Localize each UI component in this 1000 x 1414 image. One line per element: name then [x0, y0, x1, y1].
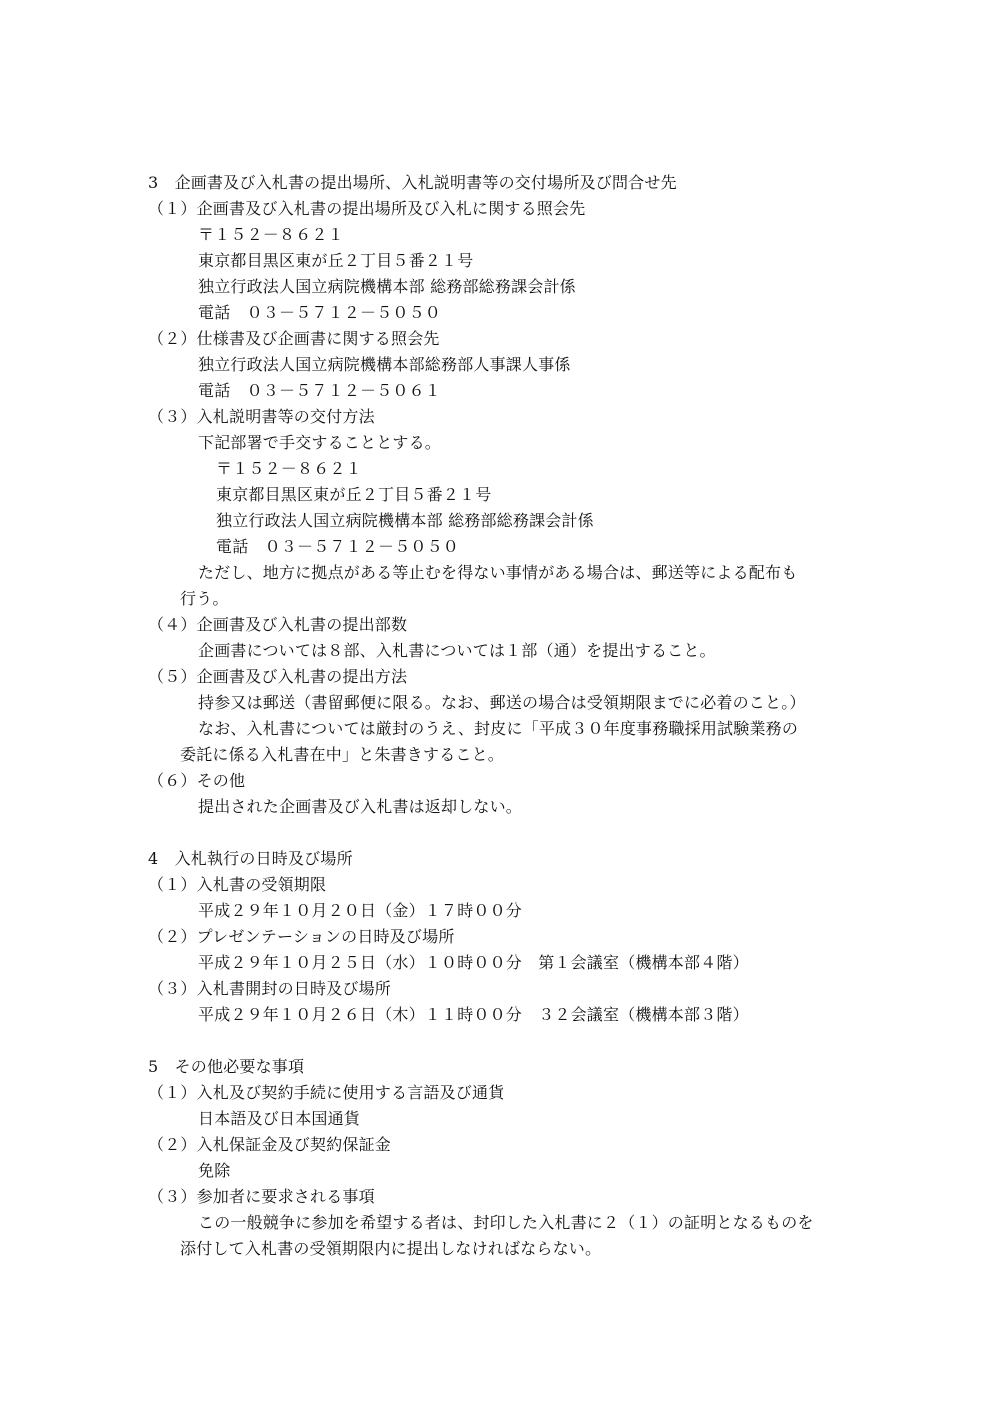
item-title: （４）企画書及び入札書の提出部数 — [148, 615, 408, 634]
datetime-text: 平成２９年１０月２０日（金）１７時００分 — [198, 901, 523, 920]
item-title: （５）企画書及び入札書の提出方法 — [148, 667, 408, 686]
body-text: 提出された企画書及び入札書は返却しない。 — [198, 797, 523, 816]
address: 東京都目黒区東が丘２丁目５番２１号 — [198, 251, 474, 270]
item-title: （３）入札書開封の日時及び場所 — [148, 979, 392, 998]
spacer — [0, 1028, 1000, 1054]
body-text-continuation: 委託に係る入札書在中」と朱書きすること。 — [180, 745, 505, 764]
body-text: 持参又は郵送（書留郵便に限る。なお、郵送の場合は受領期限までに必着のこと。） — [198, 693, 806, 712]
phone: 電話 ０３－５７１２－５０６１ — [198, 381, 442, 400]
item-title: （２）仕様書及び企画書に関する照会先 — [148, 329, 440, 348]
section-heading: 3 企画書及び入札書の提出場所、入札説明書等の交付場所及び問合せ先 — [148, 173, 677, 192]
section-heading: 5 その他必要な事項 — [148, 1057, 305, 1076]
datetime-text: 平成２９年１０月２５日（水）１０時００分 第１会議室（機構本部４階） — [198, 953, 749, 972]
body-text-continuation: 添付して入札書の受領期限内に提出しなければならない。 — [180, 1239, 602, 1258]
item-title: （２）プレゼンテーションの日時及び場所 — [148, 927, 455, 946]
body-text: ただし、地方に拠点がある等止むを得ない事情がある場合は、郵送等による配布も — [198, 563, 798, 582]
body-text: 日本語及び日本国通貨 — [198, 1109, 361, 1128]
body-text-continuation: 行う。 — [180, 589, 229, 608]
body-text: なお、入札書については厳封のうえ、封皮に「平成３０年度事務職採用試験業務の — [198, 719, 799, 738]
document-body — [0, 170, 1000, 1262]
phone: 電話 ０３－５７１２－５０５０ — [216, 537, 460, 556]
datetime-text: 平成２９年１０月２６日（木）１１時００分 ３２会議室（機構本部３階） — [198, 1005, 749, 1024]
organization: 独立行政法人国立病院機構本部 総務部総務課会計係 — [216, 511, 594, 530]
postal-code: 〒１５２－８６２１ — [216, 459, 362, 478]
item-title: （２）入札保証金及び契約保証金 — [148, 1135, 392, 1154]
body-text: 免除 — [198, 1161, 231, 1180]
body-text: 企画書については８部、入札書については１部（通）を提出すること。 — [198, 641, 716, 660]
item-title: （３）参加者に要求される事項 — [148, 1187, 375, 1206]
item-title: （６）その他 — [148, 771, 246, 790]
item-title: （１）入札及び契約手続に使用する言語及び通貨 — [148, 1083, 505, 1102]
body-text: 下記部署で手交することとする。 — [198, 433, 442, 452]
organization: 独立行政法人国立病院機構本部総務部人事課人事係 — [198, 355, 571, 374]
organization: 独立行政法人国立病院機構本部 総務部総務課会計係 — [198, 277, 576, 296]
section-heading: 4 入札執行の日時及び場所 — [148, 849, 353, 868]
item-title: （１）企画書及び入札書の提出場所及び入札に関する照会先 — [148, 199, 586, 218]
phone: 電話 ０３－５７１２－５０５０ — [198, 303, 442, 322]
item-title: （３）入札説明書等の交付方法 — [148, 407, 375, 426]
postal-code: 〒１５２－８６２１ — [198, 225, 344, 244]
address: 東京都目黒区東が丘２丁目５番２１号 — [216, 485, 492, 504]
body-text: この一般競争に参加を希望する者は、封印した入札書に２（１）の証明となるものを — [198, 1213, 814, 1232]
spacer — [0, 820, 1000, 846]
item-title: （１）入札書の受領期限 — [148, 875, 327, 894]
